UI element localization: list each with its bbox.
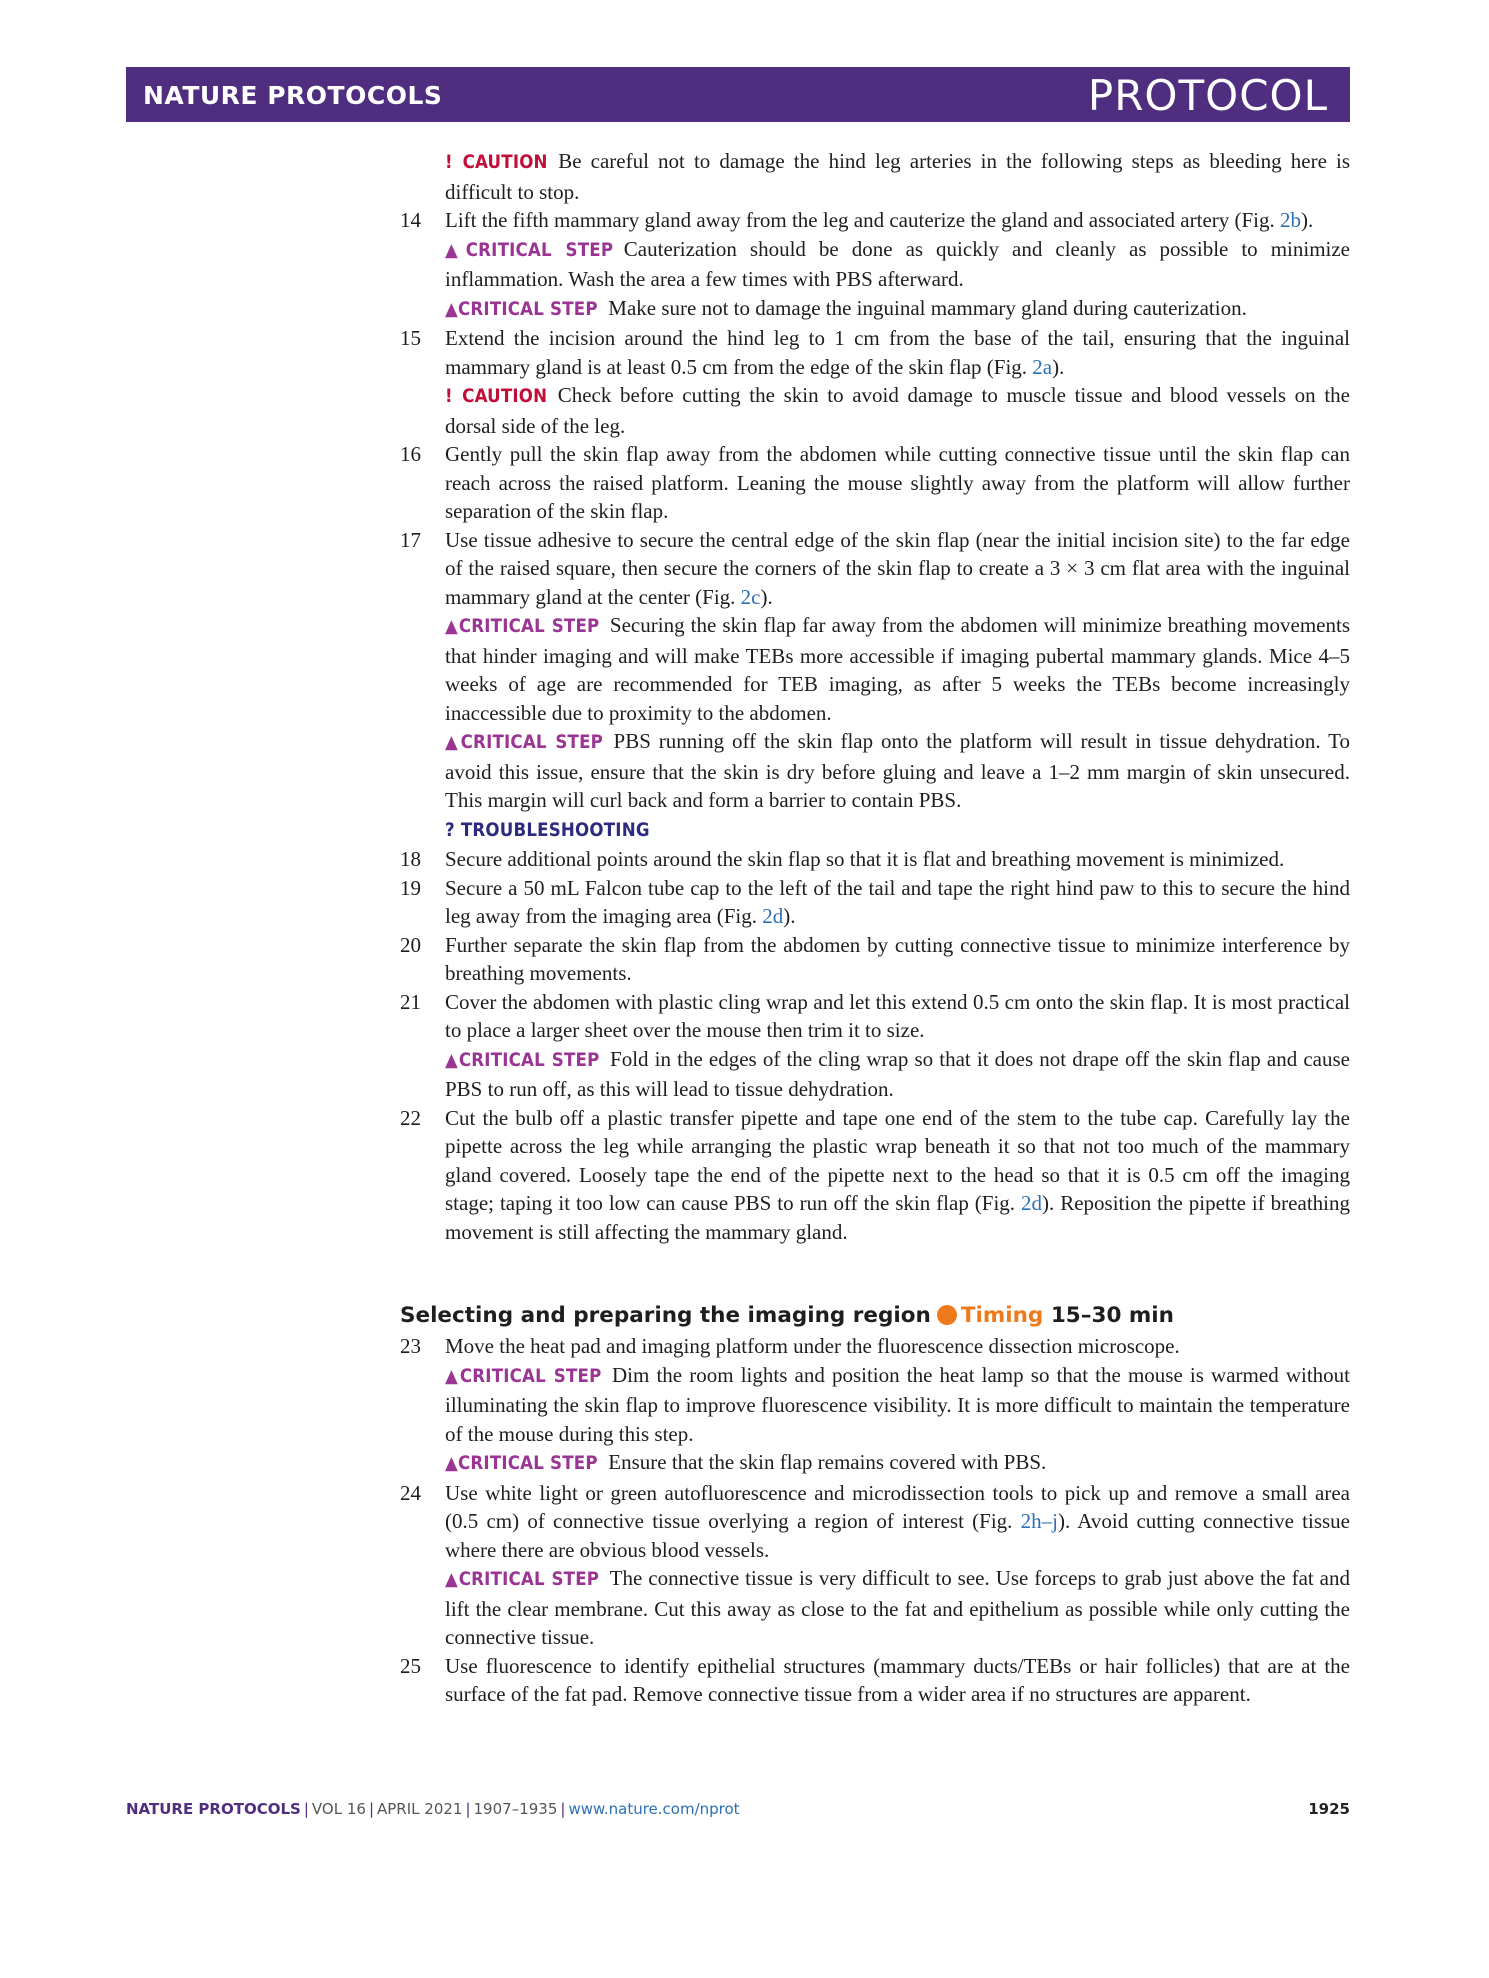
step-text-run: Secure a 50 mL Falcon tube cap to the left of the tail and tape the right hind paw to this to secure the hind leg away from the imaging area (Fig. [445,875,1350,928]
step-text-run: ). Reposition the pipette if breathing movement is still affecting the mammary gland. [445,1191,1350,1244]
footer-date: APRIL 2021 [377,1800,463,1818]
trouble-label: ? TROUBLESHOOTING [445,819,650,841]
step-number: 21 [400,989,421,1014]
step-text-run: Lift the fifth mammary gland away from the leg and cauterize the gland and associated artery (Fig. [445,208,1281,232]
figure-reference-link[interactable]: 2b [1280,208,1302,232]
procedure-step [400,874,1350,931]
step-text-run: ). [760,584,773,609]
procedure-step [400,324,1350,381]
section-heading [400,1302,1350,1330]
footer-volume: VOL 16 [311,1800,366,1818]
step-text [445,988,1350,1045]
note-text: Check before cutting the skin to avoid damage to muscle tissue and blood vessels on the dorsal side of the leg. [445,383,1350,438]
step-text [445,1104,1350,1247]
step-text [445,324,1350,381]
step-text [445,526,1350,612]
step-text-run: Use white light or green autofluorescence and microdissection tools to pick up and remove a small area (0.5 cm) of connective tissue overlying a region of interest (Fig. [445,1480,1350,1533]
note-text: The connective tissue is very difficult to see. Use forceps to grab just above the fat and lift the clear membrane. Cut this away as close to the fat and epithelium as possible while only cutting the connective tissue. [445,1566,1351,1649]
critical-note [400,1448,1350,1479]
step-number: 16 [400,442,421,466]
note-text: PBS running off the skin flap onto the platform will result in tissue dehydration. To avoid this issue, ensure that the skin is dry before gluing and leave a 1–2 mm margin of skin unsecured. This margin will curl back and form a barrier to contain PBS. [445,729,1350,812]
note-text: Dim the room lights and position the heat lamp so that the mouse is warmed without illuminating the skin flap to improve fluorescence visibility. It is more difficult to maintain the temperature of the mouse during this step. [445,1362,1350,1446]
caution-note [400,381,1350,440]
procedure-step [400,1104,1350,1247]
step-text-run: Gently pull the skin flap away from the abdomen while cutting connective tissue until the skin flap can reach across the raised platform. Leaning the mouse slightly away from the platform will allow further separation of the skin flap. [445,442,1350,523]
critical-label: ▲CRITICAL STEP [445,732,604,753]
step-text [445,874,1350,931]
step-text [445,1479,1350,1565]
step-text-run: Extend the incision around the hind leg to 1 cm from the base of the tail, ensuring that the inguinal mammary gland is at least 0.5 cm from the edge of the skin flap (Fig. [445,326,1350,379]
page-footer: NATURE PROTOCOLS | VOL 16 | APRIL 2021 | 1907–1935 | www.nature.com/nprot 1925 [126,1800,1350,1818]
critical-label: ▲CRITICAL STEP [445,616,600,637]
step-text [445,440,1350,526]
step-number: 25 [400,1653,421,1678]
step-number: 24 [400,1480,421,1505]
step-number: 15 [400,326,421,350]
step-text-run: Cut the bulb off a plastic transfer pipette and tape one end of the stem to the tube cap. Carefully lay the pipette across the leg while arranging the plastic wrap beneath it so that not too much of the mammary gland covered. Loosely tape the end of the pipette next to the head so that it is 0.5 cm off the imaging stage; taping it too low can cause PBS to run off the skin flap (Fig. [445,1105,1350,1215]
figure-reference-link[interactable]: 2d [1021,1191,1043,1215]
procedure-step [400,1332,1350,1361]
step-number: 20 [400,932,421,957]
procedure-step [400,526,1350,612]
note-text: Make sure not to damage the inguinal mammary gland during cauterization. [608,295,1247,320]
caution-note [400,147,1350,206]
article-type: PROTOCOL [1087,71,1328,120]
trouble-note [400,815,1350,846]
step-text-run: Further separate the skin flap from the abdomen by cutting connective tissue to minimize interference by breathing movements. [445,932,1350,985]
figure-reference-link[interactable]: 2c [740,584,761,609]
critical-note [400,727,1350,815]
step-number: 23 [400,1334,421,1358]
critical-label: ▲CRITICAL STEP [445,298,598,320]
procedure-step [400,1479,1350,1565]
procedure-step [400,988,1350,1045]
critical-label: ▲CRITICAL STEP [445,1365,602,1387]
critical-note [400,611,1350,727]
note-text: Fold in the edges of the cling wrap so that it does not drape off the skin flap and cause PBS to run off, as this will lead to tissue dehydration. [445,1046,1350,1101]
procedure-step [400,845,1350,874]
caution-label: ! CAUTION [445,386,548,407]
step-text [445,1652,1350,1709]
note-text: Be careful not to damage the hind leg arteries in the following steps as bleeding here is difficult to stop. [445,149,1351,204]
step-number: 22 [400,1105,421,1130]
step-number: 18 [400,847,421,871]
step-number: 17 [400,527,421,552]
step-text-run: ). [1052,354,1065,379]
step-text-run: ). [783,904,796,928]
step-number: 14 [400,208,421,232]
footer-journal: NATURE PROTOCOLS [126,1800,301,1818]
step-text-run: Use tissue adhesive to secure the central edge of the skin flap (near the initial incision site) to the far edge of the raised square, then secure the corners of the skin flap to create a 3 × 3 cm flat area with the inguinal mammary gland at the center (Fig. [445,527,1350,609]
page-number: 1925 [1308,1800,1350,1818]
procedure-step [400,1652,1350,1709]
step-text-run: Use fluorescence to identify epithelial structures (mammary ducts/TEBs or hair follicles) that are at the surface of the fat pad. Remove connective tissue from a wider area if no structures are apparent. [445,1653,1350,1706]
step-text [445,1332,1350,1361]
critical-label: ▲CRITICAL STEP [445,1569,600,1590]
step-text [445,931,1350,988]
procedure-step [400,931,1350,988]
critical-note [400,1045,1350,1104]
step-text-run: Move the heat pad and imaging platform under the fluorescence dissection microscope. [445,1334,1180,1358]
timing-value: 15–30 min [1050,1303,1174,1328]
critical-note [400,1564,1350,1652]
procedure-step [400,206,1350,235]
figure-reference-link[interactable]: 2a [1032,354,1053,379]
note-text: Securing the skin flap far away from the abdomen will minimize breathing movements that hinder imaging and will make TEBs more accessible if imaging pubertal mammary glands. Mice 4–5 weeks of age are recommended for TEB imaging, as after 5 weeks the TEBs become increasingly inaccessible due to proximity to the abdomen. [445,613,1350,725]
timing-dot-icon [937,1305,957,1325]
critical-note [400,294,1350,325]
caution-label: ! CAUTION [445,152,548,173]
step-text-run: ). [1301,208,1314,232]
step-text-run: Secure additional points around the skin flap so that it is flat and breathing movement is minimized. [445,847,1285,871]
footer-url[interactable]: www.nature.com/nprot [568,1800,740,1818]
protocol-body [400,147,1350,1709]
step-text [445,206,1350,235]
section-title: Selecting and preparing the imaging region [400,1303,931,1328]
step-number: 19 [400,875,421,900]
figure-reference-link[interactable]: 2h–j [1020,1509,1058,1533]
step-text-run: Cover the abdomen with plastic cling wrap and let this extend 0.5 cm onto the skin flap. It is most practical to place a larger sheet over the mouse then trim it to size. [445,989,1350,1042]
critical-label: ▲CRITICAL STEP [445,1049,600,1071]
critical-note [400,1361,1350,1449]
journal-name: NATURE PROTOCOLS [143,81,443,110]
timing-label: Timing [960,1303,1044,1328]
procedure-step [400,440,1350,526]
footer-pages: 1907–1935 [473,1800,558,1818]
step-text-run: ). Avoid cutting connective tissue where there are obvious blood vessels. [445,1509,1350,1562]
critical-label: ▲CRITICAL STEP [445,1453,598,1474]
critical-label: ▲CRITICAL STEP [445,239,614,261]
note-text: Ensure that the skin flap remains covered with PBS. [608,1450,1047,1474]
step-text [445,845,1350,874]
journal-banner [126,67,1350,122]
note-text: Cauterization should be done as quickly and cleanly as possible to minimize inflammation. Wash the area a few times with PBS afterward. [445,236,1351,291]
critical-note [400,235,1350,294]
figure-reference-link[interactable]: 2d [762,904,784,928]
